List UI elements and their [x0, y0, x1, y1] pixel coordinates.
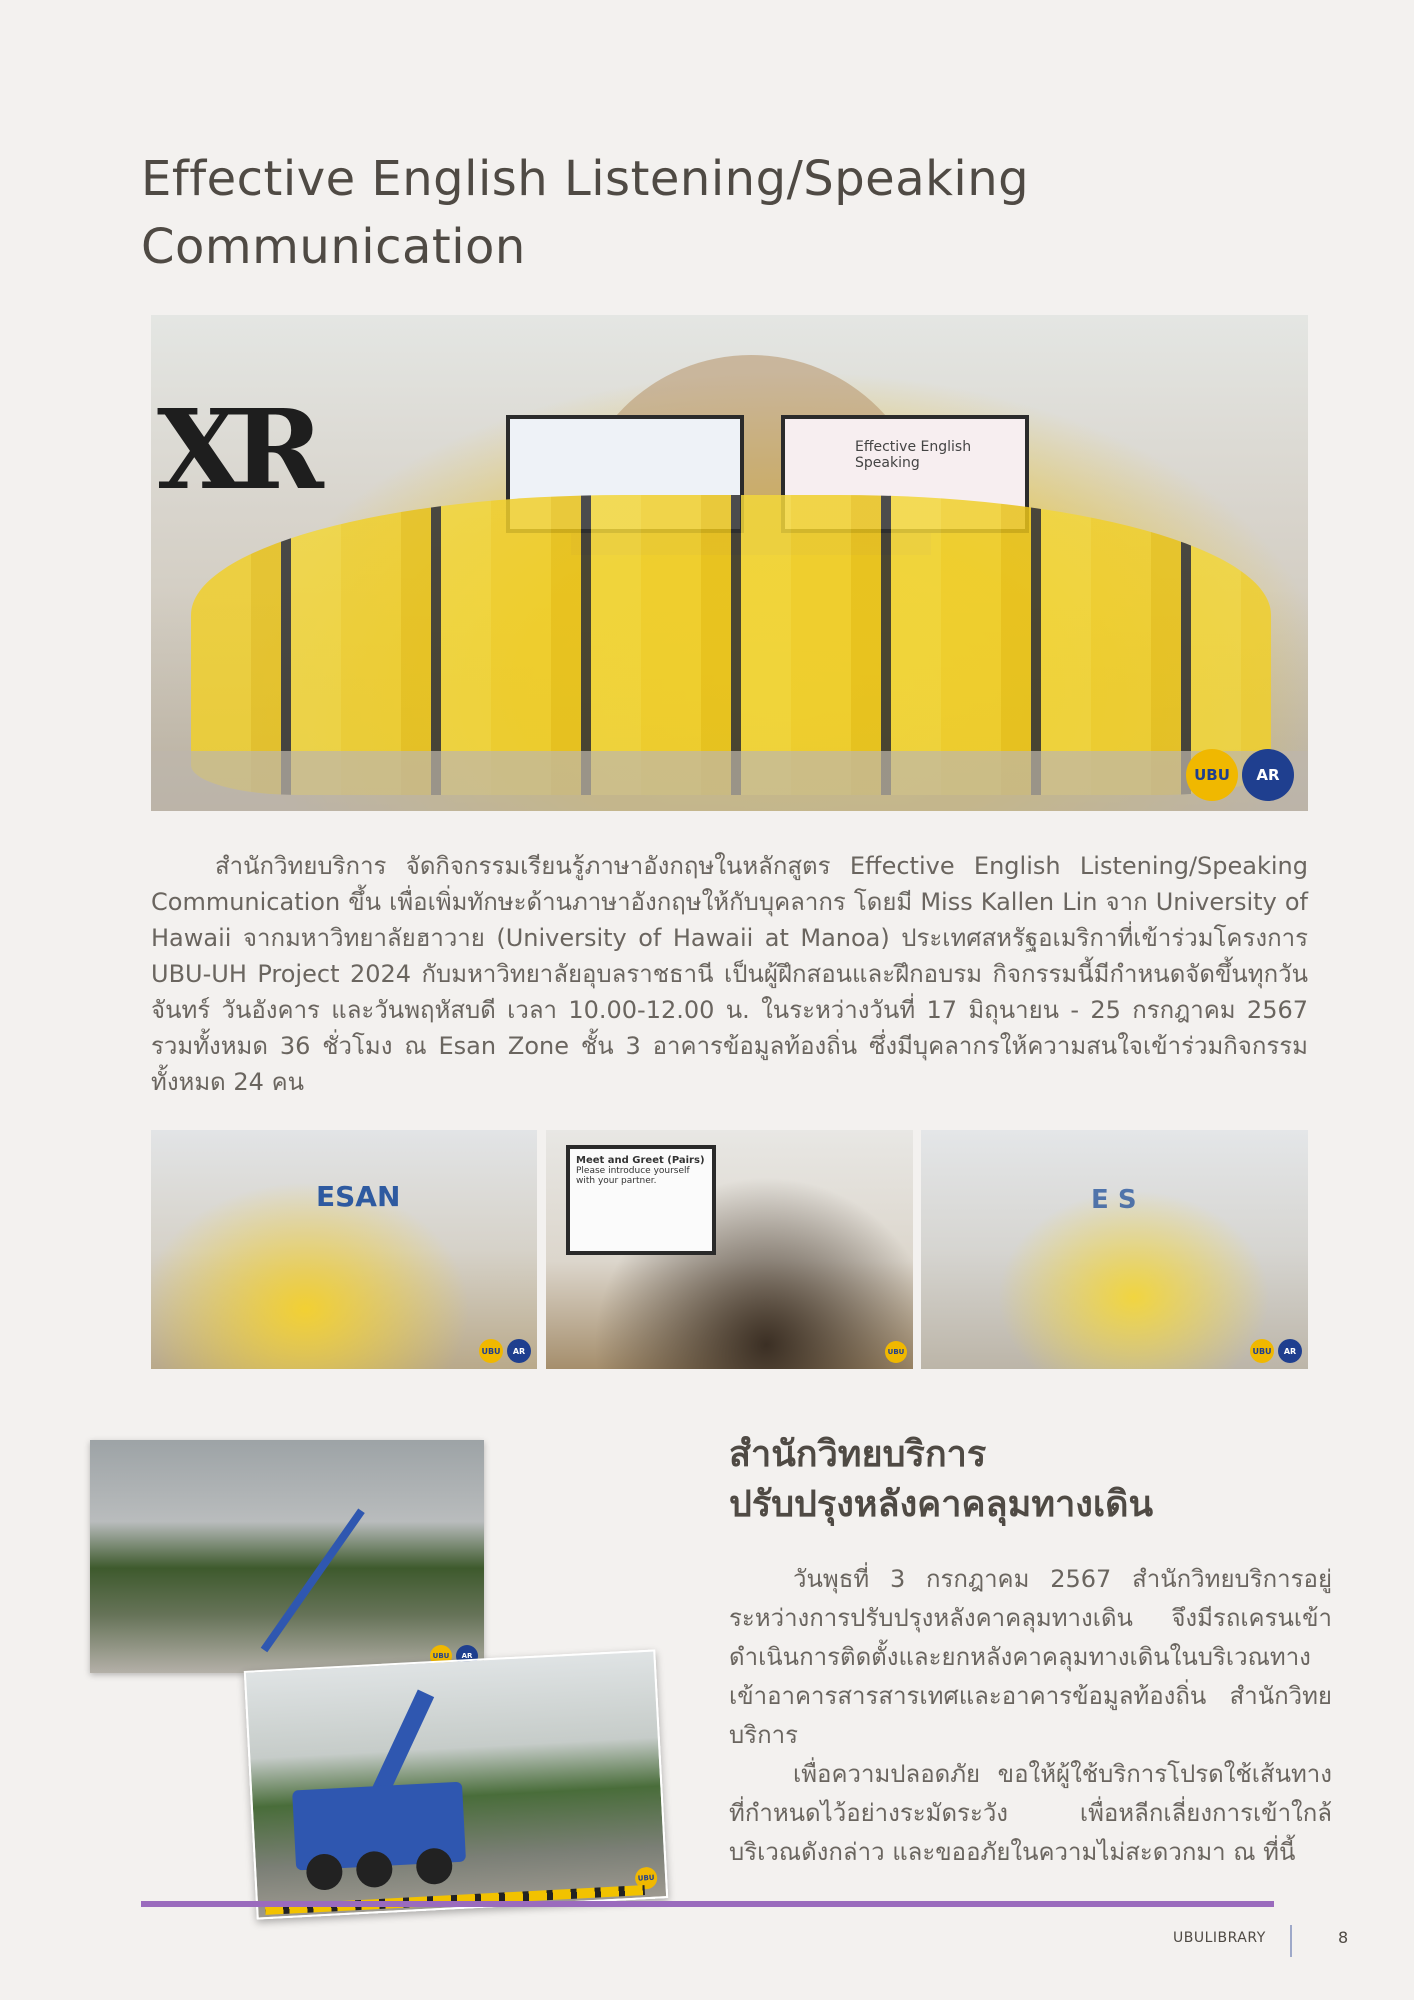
- ar-logo-icon: AR: [1242, 749, 1294, 801]
- screen-right-text: Effective English Speaking: [855, 439, 972, 471]
- article-title-line-2: Communication: [141, 219, 526, 275]
- article-body: สำนักวิทยบริการ จัดกิจกรรมเรียนรู้ภาษาอังกฤษในหลักสูตร Effective English Listening/Speaking Communication ขึ้น เพื่อเพิ่มทักษะด้านภาษาอังกฤษให้กับบุคลากร โดยมี Miss Kallen Lin จาก University of Hawaii จากมหาวิทยาลัยฮาวาย (University of Hawaii at Manoa) ประเทศสหรัฐอเมริกาที่เข้าร่วมโครงการ UBU-UH Project 2024 กับมหาวิทยาลัยอุบลราชธานี เป็นผู้ฝึกสอนและฝึกอบรม กิจกรรมนี้มีกำหนดจัดขึ้นทุกวันจันทร์ วันอังคาร และวันพฤหัสบดี เวลา 10.00-12.00 น. ในระหว่างวันที่ 17 มิถุนายน - 25 กรกฎาคม 2567 รวมทั้งหมด 36 ชั่วโมง ณ Esan Zone ชั้น 3 อาคารข้อมูลท้องถิ่น ซึ่งมีบุคลากรให้ความสนใจเข้าร่วมกิจกรรมทั้งหมด 24 คน: [151, 852, 1308, 1096]
- truck-wheel: [355, 1850, 393, 1888]
- photo-logos: [885, 1341, 907, 1363]
- page-number: 8: [1338, 1928, 1349, 1947]
- article2-body: [729, 1560, 1332, 1872]
- ubu-logo-icon: UBU: [635, 1867, 658, 1890]
- ubu-logo-icon: UBU: [1186, 749, 1238, 801]
- xr-wall-sign: XR: [157, 385, 314, 514]
- article-title: [141, 145, 1141, 281]
- photo-logos: [479, 1339, 531, 1363]
- group-of-participants: [191, 495, 1271, 795]
- hero-group-photo: [151, 315, 1308, 811]
- screen-title: Meet and Greet (Pairs): [576, 1155, 705, 1166]
- ubu-logo-icon: UBU: [1250, 1339, 1274, 1363]
- truck-wheel: [415, 1847, 453, 1885]
- floor: [151, 751, 1308, 811]
- classroom-photo-2: [546, 1130, 913, 1369]
- truck-wheel: [305, 1853, 343, 1891]
- crane-photo-1: [90, 1440, 484, 1673]
- esan-sign: E S: [1091, 1185, 1137, 1215]
- ar-logo-icon: AR: [507, 1339, 531, 1363]
- footer-divider: [141, 1901, 1274, 1907]
- ubu-logo-icon: UBU: [479, 1339, 503, 1363]
- article-title-line-1: Effective English Listening/Speaking: [141, 151, 1030, 207]
- classroom-photo-1: [151, 1130, 537, 1369]
- footer-separator: [1290, 1925, 1292, 1957]
- ubu-logo-icon: UBU: [430, 1645, 452, 1667]
- article2-heading-line-2: ปรับปรุงหลังคาคลุมทางเดิน: [729, 1484, 1154, 1525]
- esan-sign: ESAN: [316, 1180, 401, 1213]
- article2-heading-line-1: สำนักวิทยบริการ: [729, 1434, 987, 1475]
- crane-photo-2: [244, 1649, 668, 1919]
- article2-paragraph-2: เพื่อความปลอดภัย ขอให้ผู้ใช้บริการโปรดใช้เส้นทางที่กำหนดไว้อย่างระมัดระวัง เพื่อหลีกเลี่ยงการเข้าใกล้บริเวณดังกล่าว และขออภัยในความไม่สะดวกมา ณ ที่นี้: [729, 1760, 1332, 1866]
- ar-logo-icon: AR: [1278, 1339, 1302, 1363]
- classroom-photo-3: [921, 1130, 1308, 1369]
- ar-logo-icon: AR: [456, 1645, 478, 1667]
- photo-logos: [1186, 749, 1294, 801]
- crane-arm: [261, 1508, 365, 1652]
- article2-paragraph-1: วันพุธที่ 3 กรกฎาคม 2567 สำนักวิทยบริการอยู่ระหว่างการปรับปรุงหลังคาคลุมทางเดิน จึงมีรถเครนเข้าดำเนินการติดตั้งและยกหลังคาคลุมทางเดินในบริเวณทางเข้าอาคารสารสารเทศและอาคารข้อมูลท้องถิ่น สำนักวิทยบริการ: [729, 1565, 1332, 1749]
- article2-heading: [729, 1430, 1349, 1530]
- photo-logos: [1250, 1339, 1302, 1363]
- ubu-logo-icon: UBU: [885, 1341, 907, 1363]
- presentation-screen: [566, 1145, 716, 1255]
- footer-label: UBULIBRARY: [1173, 1930, 1266, 1946]
- screen-subtitle: Please introduce yourself with your partner.: [576, 1166, 690, 1186]
